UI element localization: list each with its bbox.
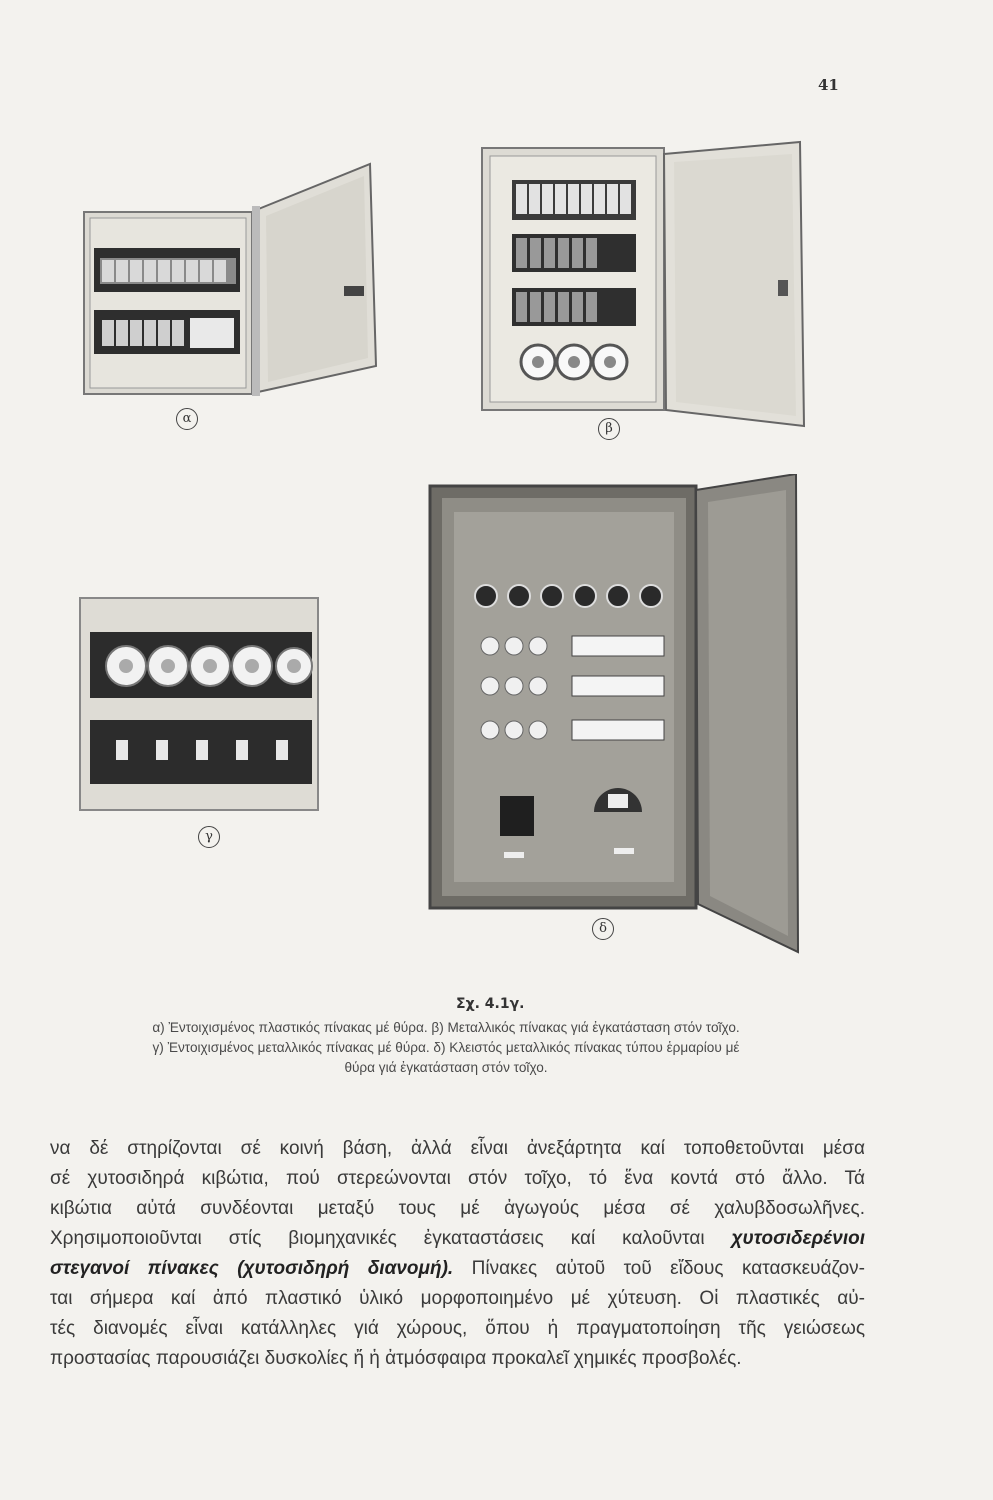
caption-line-2: γ) Ἐντοιχισμένος μεταλλικός πίνακας μέ θύρα. δ) Κλειστός μεταλλικός πίνακας τύπου ἑρμαρίου μέ [152, 1040, 740, 1055]
body-line-4-emphasis: χυτοσιδερένιοι [731, 1228, 865, 1249]
body-line-4-text: Χρησιμοποιοῦνται στίς βιομηχανικές ἐγκαταστάσεις καί καλοῦνται [50, 1228, 732, 1249]
figure-alpha-drawing [80, 160, 380, 400]
figure-beta-drawing [478, 140, 808, 435]
caption-title: Σχ. 4.1γ. [456, 996, 525, 1012]
body-line-6: ται σήμερα καί ἀπό πλαστικό ὑλικό μορφοποιημένο μέ χύτευση. Οἱ πλαστικές αὐ- [50, 1288, 865, 1309]
figure-delta-label: δ [592, 918, 614, 940]
body-line-7: τές διανομές εἶναι κατάλληλες γιά χώρους, ὅπου ἡ πραγματοποίηση τῆς γειώσεως [50, 1318, 865, 1339]
body-line-2: σέ χυτοσιδηρά κιβώτια, πού στερεώνονται στόν τοῖχο, τό ἕνα κοντά στό ἄλλο. Τά [50, 1168, 865, 1189]
figure-delta [428, 474, 800, 954]
body-line-5 [50, 1254, 865, 1284]
figure-gamma-drawing [76, 594, 324, 816]
body-line-3: κιβώτια αὐτά συνδέονται μεταξύ τους μέ ἀγωγούς μέσα σέ χαλυβδοσωλῆνες. [50, 1198, 865, 1219]
figure-alpha-label: α [176, 408, 198, 430]
caption-line-1: α) Ἐντοιχισμένος πλαστικός πίνακας μέ θύρα. β) Μεταλλικός πίνακας γιά ἐγκατάσταση στόν τοῖχο. [152, 1020, 740, 1035]
figure-beta-label: β [598, 418, 620, 440]
body-line-5-emphasis: στεγανοί πίνακες (χυτοσιδηρή διανομή). [50, 1258, 454, 1279]
figure-beta [478, 140, 808, 435]
body-line-8: προστασίας παρουσιάζει δυσκολίες ἤ ἡ ἀτμόσφαιρα προκαλεῖ χημικές προσβολές. [50, 1348, 742, 1369]
figure-gamma-label: γ [198, 826, 220, 848]
body-line-1: να δέ στηρίζονται σέ κοινή βάση, ἀλλά εἶναι ἀνεξάρτητα καί τοποθετοῦνται μέσα [50, 1138, 865, 1159]
body-paragraph [50, 1134, 865, 1374]
body-line-5-text: Πίνακες αὐτοῦ τοῦ εἴδους κατασκευάζον- [453, 1258, 866, 1279]
figure-alpha [80, 160, 380, 400]
figure-delta-drawing [428, 474, 800, 954]
page-number: 41 [818, 76, 839, 94]
caption-line-3: θύρα γιά ἐγκατάσταση στόν τοῖχο. [344, 1060, 548, 1075]
figure-gamma [76, 594, 324, 816]
caption [40, 1018, 852, 1078]
body-line-4 [50, 1224, 865, 1254]
